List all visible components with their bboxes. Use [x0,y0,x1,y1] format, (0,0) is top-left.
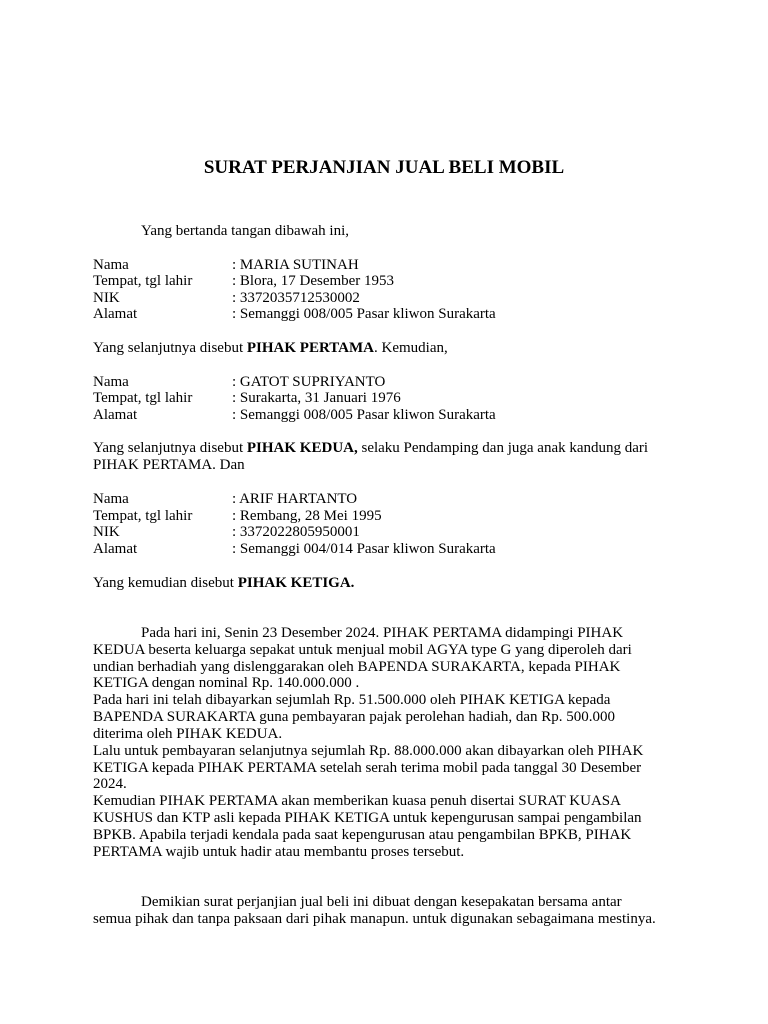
party3-name-label: Nama [93,491,129,507]
party3-birth-label: Tempat, tgl lahir [93,508,193,524]
closing-line: Demikian surat perjanjian jual beli ini dibuat dengan kesepakatan bersama antar [141,894,622,910]
body-line: PERTAMA wajib untuk hadir atau membantu proses tersebut. [93,844,465,860]
party1-nik-label: NIK [93,290,120,306]
party1-address-label: Alamat [93,306,138,322]
party2-designation [93,440,648,457]
closing-line: semua pihak dan tanpa paksaan dari pihak manapun. untuk digunakan sebagaimana mestinya. [93,911,656,927]
body-line: Pada hari ini, Senin 23 Desember 2024. PIHAK PERTAMA didampingi PIHAK [141,625,624,641]
body-line: Pada hari ini telah dibayarkan sejumlah Rp. 51.500.000 oleh PIHAK KETIGA kepada [93,692,611,708]
party3-address-value: : Semanggi 004/014 Pasar kliwon Surakarta [232,541,496,557]
party3-name-value: : ARIF HARTANTO [232,491,358,507]
body-line: KUSHUS dan KTP asli kepada PIHAK KETIGA untuk kepengurusan sampai pengambilan [93,810,642,826]
party1-nik-value: : 3372035712530002 [232,290,360,306]
party2-designation-bold: PIHAK KEDUA, [246,440,358,456]
body-line: Lalu untuk pembayaran selanjutnya sejumlah Rp. 88.000.000 akan dibayarkan oleh PIHAK [93,743,644,759]
body-line: 2024. [93,776,127,792]
document-title: SURAT PERJANJIAN JUAL BELI MOBIL [203,157,565,178]
body-line: diterima oleh PIHAK KEDUA. [93,726,283,742]
body-line: KETIGA kepada PIHAK PERTAMA setelah serah terima mobil pada tanggal 30 Desember [93,760,642,776]
party3-designation-bold: PIHAK KETIGA. [237,575,355,591]
party1-address-value: : Semanggi 008/005 Pasar kliwon Surakarta [232,306,496,322]
party2-birth-label: Tempat, tgl lahir [93,390,193,406]
party3-nik-value: : 3372022805950001 [232,524,360,540]
body-line: KEDUA beserta keluarga sepakat untuk menjual mobil AGYA type G yang diperoleh dari [93,642,632,658]
party2-designation-post: selaku Pendamping dan juga anak kandung dari [357,440,649,456]
party2-name-label: Nama [93,374,129,390]
party1-birth-value: : Blora, 17 Desember 1953 [232,273,395,289]
body-line: KETIGA dengan nominal Rp. 140.000.000 . [93,675,360,691]
party2-birth-value: : Surakarta, 31 Januari 1976 [232,390,401,406]
body-line: undian berhadiah yang dislenggarakan oleh BAPENDA SURAKARTA, kepada PIHAK [93,659,621,675]
party3-designation-pre: Yang kemudian disebut [93,575,238,591]
party1-birth-label: Tempat, tgl lahir [93,273,193,289]
party2-designation-line2: PIHAK PERTAMA. Dan [93,457,245,473]
party1-name-value: : MARIA SUTINAH [232,257,359,273]
party3-birth-value: : Rembang, 28 Mei 1995 [232,508,382,524]
party3-address-label: Alamat [93,541,138,557]
party1-name-label: Nama [93,257,129,273]
party1-designation [93,340,448,357]
party3-designation [93,575,354,592]
party2-name-value: : GATOT SUPRIYANTO [232,374,386,390]
party2-address-value: : Semanggi 008/005 Pasar kliwon Surakarta [232,407,496,423]
party1-designation-bold: PIHAK PERTAMA [246,340,374,356]
party2-address-label: Alamat [93,407,138,423]
party1-designation-post: . Kemudian, [374,340,448,356]
party3-nik-label: NIK [93,524,120,540]
body-line: Kemudian PIHAK PERTAMA akan memberikan kuasa penuh disertai SURAT KUASA [93,793,621,809]
intro-line: Yang bertanda tangan dibawah ini, [141,223,350,239]
body-line: BAPENDA SURAKARTA guna pembayaran pajak perolehan hadiah, dan Rp. 500.000 [93,709,615,725]
body-line: BPKB. Apabila terjadi kendala pada saat kepengurusan atau pengambilan BPKB, PIHAK [93,827,632,843]
party1-designation-pre: Yang selanjutnya disebut [93,340,247,356]
party2-designation-pre: Yang selanjutnya disebut [93,440,247,456]
